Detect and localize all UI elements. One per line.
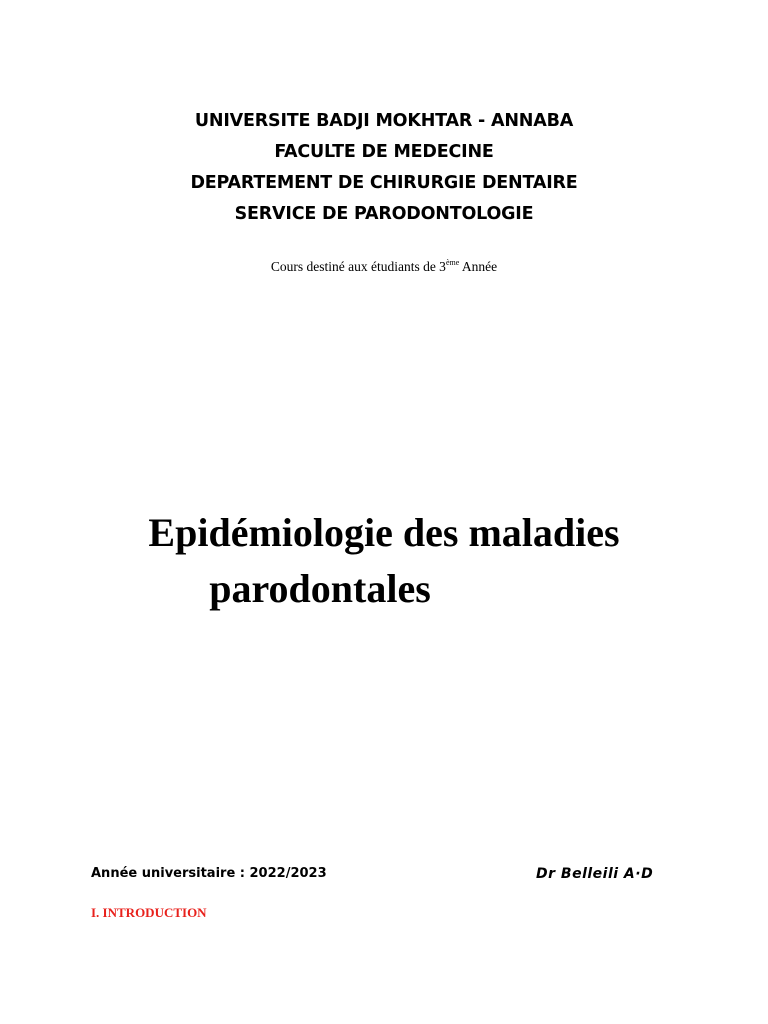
service-name: SERVICE DE PARODONTOLOGIE bbox=[234, 204, 534, 224]
course-note-suffix: Année bbox=[459, 259, 498, 274]
university-name: UNIVERSITE BADJI MOKHTAR - ANNABA bbox=[194, 111, 574, 131]
course-note-prefix: Cours destiné aux étudiants de 3 bbox=[270, 259, 446, 274]
title-line-1: Epidémiologie des maladies bbox=[148, 510, 620, 555]
academic-year: Année universitaire : 2022/2023 bbox=[91, 866, 327, 881]
faculty-name: FACULTE DE MEDECINE bbox=[274, 142, 494, 162]
document-title bbox=[0, 505, 768, 617]
institution-header bbox=[0, 106, 768, 230]
course-note-superscript: ème bbox=[445, 258, 460, 267]
section-heading-introduction: I. INTRODUCTION bbox=[91, 905, 207, 920]
department-name: DEPARTEMENT DE CHIRURGIE DENTAIRE bbox=[190, 173, 578, 193]
course-audience-note bbox=[0, 258, 768, 276]
title-line-2: parodontales bbox=[209, 566, 431, 611]
author-name: Dr Belleili A·D bbox=[536, 866, 654, 882]
